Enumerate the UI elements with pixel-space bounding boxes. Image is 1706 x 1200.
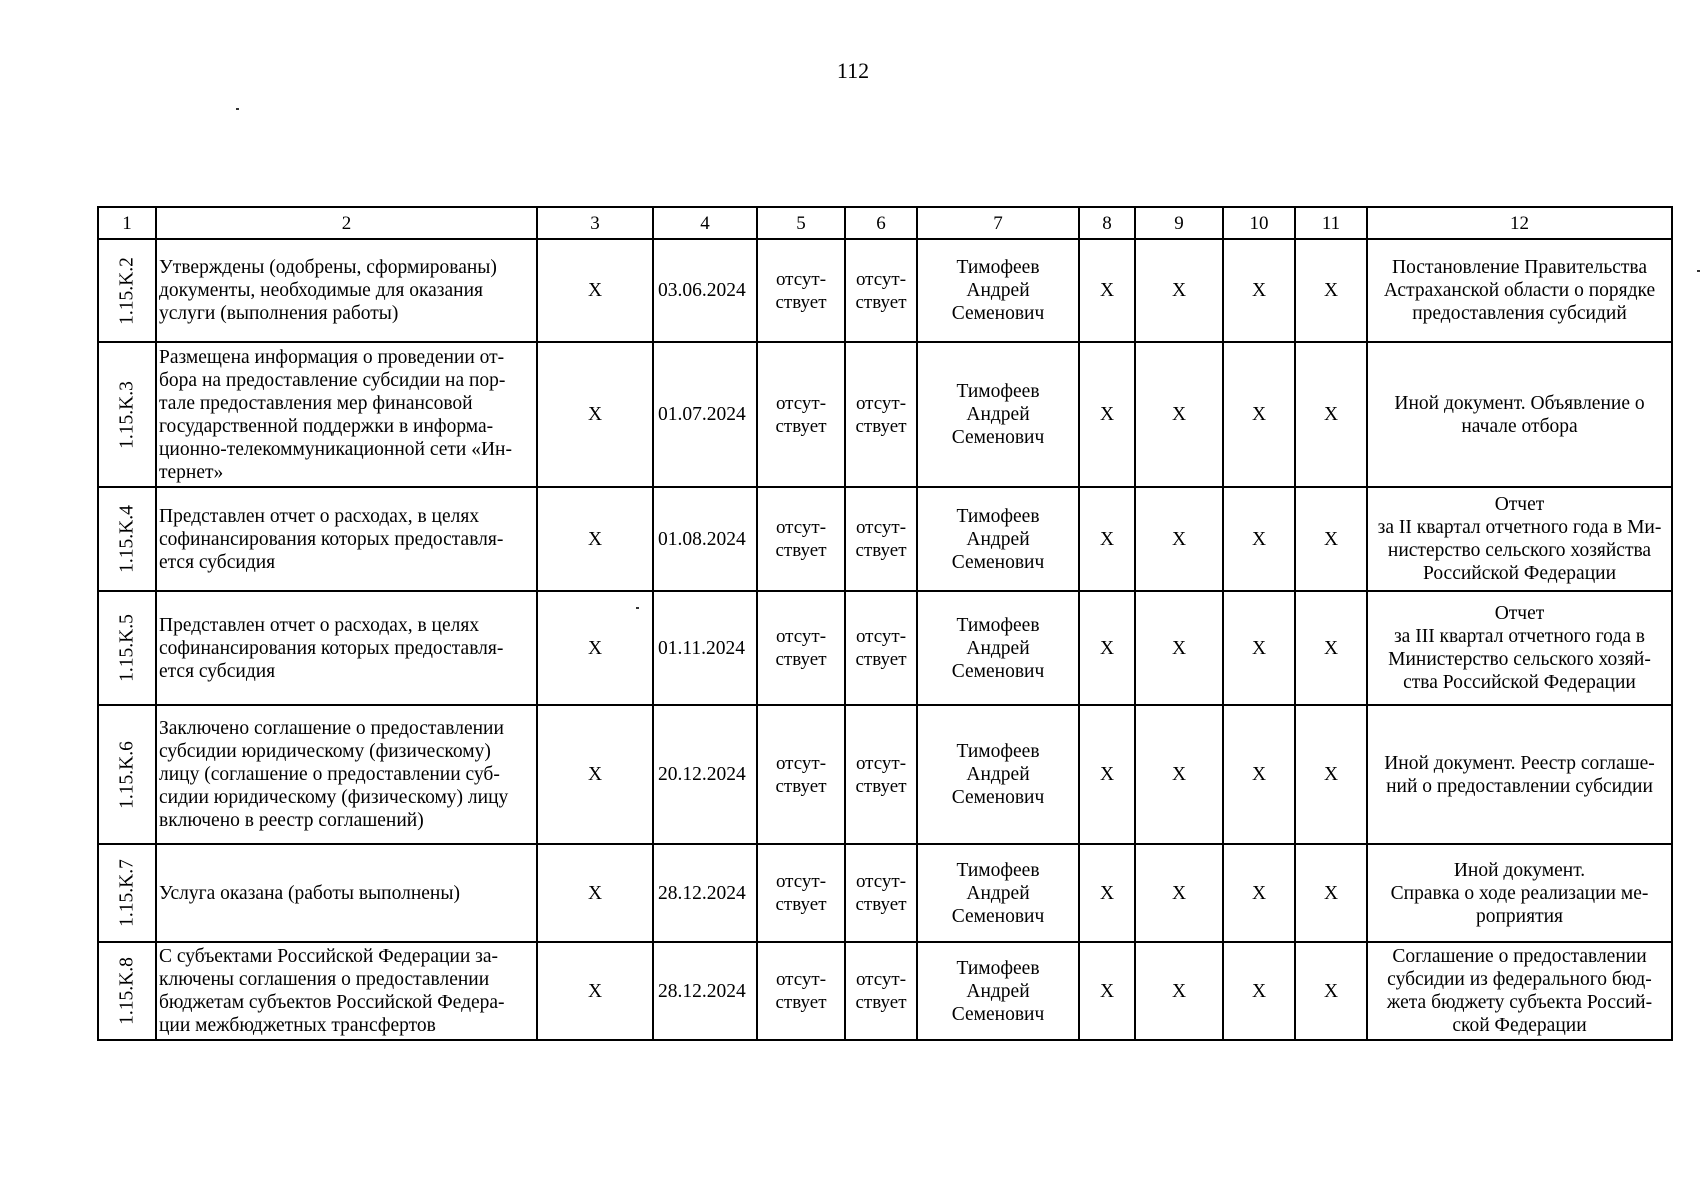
table-row <box>98 591 1672 705</box>
cell-x: X <box>1295 705 1367 844</box>
cell-x: X <box>537 487 653 591</box>
cell-absent: отсут- ствует <box>845 705 917 844</box>
column-header: 11 <box>1295 207 1367 239</box>
basis-document <box>1367 942 1672 1040</box>
cell-x: X <box>1295 942 1367 1040</box>
cell-x: X <box>1079 844 1135 942</box>
row-code: 1.15.K.4 <box>98 487 156 591</box>
basis-document <box>1367 705 1672 844</box>
row-code: 1.15.K.5 <box>98 591 156 705</box>
row-code: 1.15.K.8 <box>98 942 156 1040</box>
basis-title: Отчет <box>1494 494 1545 515</box>
cell-x: X <box>1135 239 1223 342</box>
event-description: Услуга оказана (работы выполнены) <box>156 844 537 942</box>
column-header: 5 <box>757 207 845 239</box>
event-description: Размещена информация о проведении от- бора на предоставление субсидии на пор- тале предоставления мер финансовой государственной поддержки в информа- ционно-телекоммуникационной сети «Ин- тернет» <box>156 342 537 487</box>
cell-x: X <box>1135 487 1223 591</box>
scan-speck <box>236 108 239 110</box>
cell-x: X <box>1223 844 1295 942</box>
scan-speck <box>1697 270 1700 272</box>
cell-absent: отсут- ствует <box>757 705 845 844</box>
cell-absent: отсут- ствует <box>845 942 917 1040</box>
basis-text: Соглашение о предоставлении субсидии из федерального бюд- жета бюджету субъекта Россий- ской Федерации <box>1386 946 1653 1036</box>
column-header: 9 <box>1135 207 1223 239</box>
row-code: 1.15.K.6 <box>98 705 156 844</box>
cell-absent: отсут- ствует <box>845 591 917 705</box>
event-date: 01.08.2024 <box>653 487 757 591</box>
basis-document <box>1367 342 1672 487</box>
basis-document <box>1367 239 1672 342</box>
event-description: Утверждены (одобрены, сформированы) документы, необходимые для оказания услуги (выполнения работы) <box>156 239 537 342</box>
table-header-row <box>98 207 1672 239</box>
cell-x: X <box>537 591 653 705</box>
cell-x: X <box>1135 942 1223 1040</box>
basis-title: Иной документ. <box>1453 859 1586 881</box>
responsible-person: Тимофеев Андрей Семенович <box>917 844 1079 942</box>
control-points-table <box>97 206 1673 1041</box>
cell-x: X <box>1295 342 1367 487</box>
event-description: Представлен отчет о расходах, в целях софинансирования которых предоставля- ется субсидия <box>156 487 537 591</box>
event-description: Заключено соглашение о предоставлении субсидии юридическому (физическому) лицу (соглашение о предоставлении суб- сидии юридическому (физическому) лицу включено в реестр соглашений) <box>156 705 537 844</box>
responsible-person: Тимофеев Андрей Семенович <box>917 705 1079 844</box>
cell-x: X <box>1079 239 1135 342</box>
table-row <box>98 239 1672 342</box>
cell-x: X <box>537 239 653 342</box>
basis-text: Постановление Правительства Астраханской области о порядке предоставления субсидий <box>1383 257 1656 324</box>
cell-x: X <box>1295 239 1367 342</box>
event-date: 01.07.2024 <box>653 342 757 487</box>
basis-title: Отчет <box>1494 603 1545 624</box>
table-row <box>98 705 1672 844</box>
responsible-person: Тимофеев Андрей Семенович <box>917 239 1079 342</box>
page-number: 112 <box>836 58 870 83</box>
column-header: 12 <box>1367 207 1672 239</box>
cell-absent: отсут- ствует <box>757 844 845 942</box>
cell-x: X <box>1223 342 1295 487</box>
event-date: 28.12.2024 <box>653 844 757 942</box>
cell-absent: отсут- ствует <box>757 942 845 1040</box>
cell-x: X <box>1079 487 1135 591</box>
cell-x: X <box>1135 591 1223 705</box>
responsible-person: Тимофеев Андрей Семенович <box>917 487 1079 591</box>
cell-absent: отсут- ствует <box>757 239 845 342</box>
cell-x: X <box>1223 705 1295 844</box>
table-row <box>98 342 1672 487</box>
basis-text: за III квартал отчетного года в Министерство сельского хозяй- ства Российской Федерации <box>1388 626 1651 693</box>
basis-text: Иной документ. Реестр соглаше- ний о предоставлении субсидии <box>1384 752 1655 797</box>
event-date: 20.12.2024 <box>653 705 757 844</box>
cell-x: X <box>1135 844 1223 942</box>
column-header: 8 <box>1079 207 1135 239</box>
column-header: 6 <box>845 207 917 239</box>
cell-x: X <box>537 844 653 942</box>
column-header: 3 <box>537 207 653 239</box>
basis-document <box>1367 844 1672 942</box>
cell-x: X <box>537 705 653 844</box>
responsible-person: Тимофеев Андрей Семенович <box>917 942 1079 1040</box>
column-header: 2 <box>156 207 537 239</box>
cell-x: X <box>1223 591 1295 705</box>
cell-x: X <box>537 342 653 487</box>
cell-absent: отсут- ствует <box>757 591 845 705</box>
event-description: Представлен отчет о расходах, в целях софинансирования которых предоставля- ется субсидия <box>156 591 537 705</box>
cell-absent: отсут- ствует <box>845 487 917 591</box>
basis-text: за II квартал отчетного года в Ми- нистерство сельского хозяйства Российской Федерации <box>1377 517 1662 584</box>
table-row <box>98 844 1672 942</box>
event-date: 03.06.2024 <box>653 239 757 342</box>
basis-document <box>1367 487 1672 591</box>
cell-x: X <box>1223 239 1295 342</box>
basis-text: Справка о ходе реализации ме- роприятия <box>1390 882 1649 927</box>
row-code: 1.15.K.2 <box>98 239 156 342</box>
cell-absent: отсут- ствует <box>845 342 917 487</box>
basis-document <box>1367 591 1672 705</box>
event-date: 01.11.2024 <box>653 591 757 705</box>
cell-x: X <box>1295 487 1367 591</box>
cell-x: X <box>1223 942 1295 1040</box>
cell-x: X <box>1079 342 1135 487</box>
cell-x: X <box>1295 844 1367 942</box>
cell-x: X <box>1079 942 1135 1040</box>
column-header: 7 <box>917 207 1079 239</box>
column-header: 1 <box>98 207 156 239</box>
responsible-person: Тимофеев Андрей Семенович <box>917 591 1079 705</box>
row-code: 1.15.K.3 <box>98 342 156 487</box>
table-row <box>98 942 1672 1040</box>
cell-absent: отсут- ствует <box>845 844 917 942</box>
cell-x: X <box>1135 705 1223 844</box>
event-description: С субъектами Российской Федерации за- ключены соглашения о предоставлении бюджетам субъектов Российской Федера- ции межбюджетных трансфертов <box>156 942 537 1040</box>
column-header: 10 <box>1223 207 1295 239</box>
cell-absent: отсут- ствует <box>757 487 845 591</box>
cell-x: X <box>1223 487 1295 591</box>
table-row <box>98 487 1672 591</box>
cell-x: X <box>1079 705 1135 844</box>
event-date: 28.12.2024 <box>653 942 757 1040</box>
cell-x: X <box>1135 342 1223 487</box>
column-header: 4 <box>653 207 757 239</box>
cell-absent: отсут- ствует <box>757 342 845 487</box>
cell-absent: отсут- ствует <box>845 239 917 342</box>
basis-text: Иной документ. Объявление о начале отбора <box>1394 392 1645 437</box>
cell-x: X <box>1079 591 1135 705</box>
responsible-person: Тимофеев Андрей Семенович <box>917 342 1079 487</box>
row-code: 1.15.K.7 <box>98 844 156 942</box>
cell-x: X <box>537 942 653 1040</box>
cell-x: X <box>1295 591 1367 705</box>
